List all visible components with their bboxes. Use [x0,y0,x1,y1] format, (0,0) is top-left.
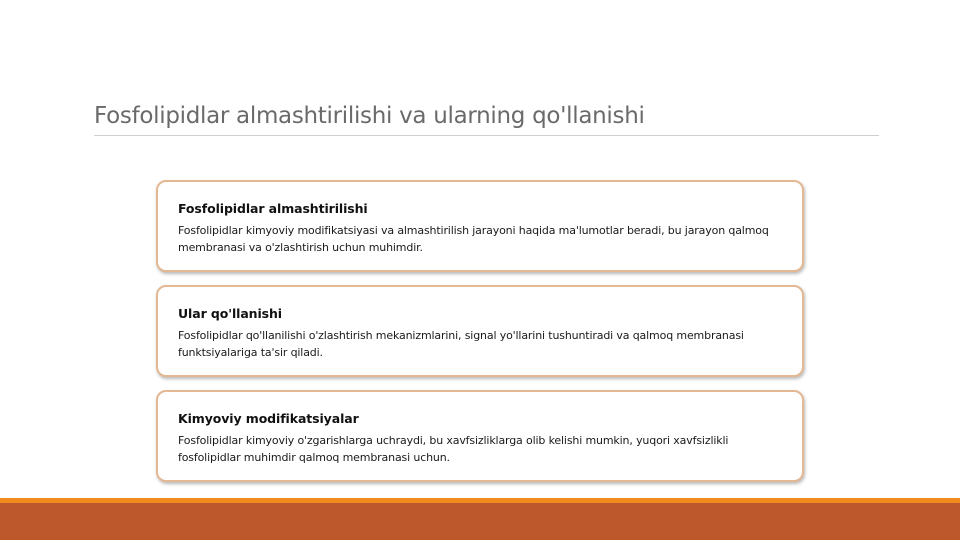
info-card-modifikatsiyalar [156,390,804,482]
card-text: Fosfolipidlar qo'llanilishi o'zlashtirish mekanizmlarini, signal yo'llarini tushuntiradi va qalmoq membranasi funktsiyalariga ta'sir qiladi. [178,329,744,359]
slide-title: Fosfolipidlar almashtirilishi va ularning qo'llanishi [94,103,645,129]
title-divider [94,135,879,136]
footer-band [0,503,960,540]
info-card-almashtirilishi [156,180,804,272]
card-text: Fosfolipidlar kimyoviy o'zgarishlarga uchraydi, bu xavfsizliklarga olib kelishi mumkin, yuqori xavfsizlikli fosfolipidlar muhimdir qalmoq membranasi uchun. [178,434,729,464]
card-heading: Ular qo'llanishi [178,306,282,321]
info-card-qollanishi [156,285,804,377]
card-text: Fosfolipidlar kimyoviy modifikatsiyasi va almashtirilish jarayoni haqida ma'lumotlar beradi, bu jarayon qalmoq membranasi va o'zlashtirish uchun muhimdir. [178,224,769,254]
card-heading: Kimyoviy modifikatsiyalar [178,411,359,426]
card-heading: Fosfolipidlar almashtirilishi [178,201,368,216]
